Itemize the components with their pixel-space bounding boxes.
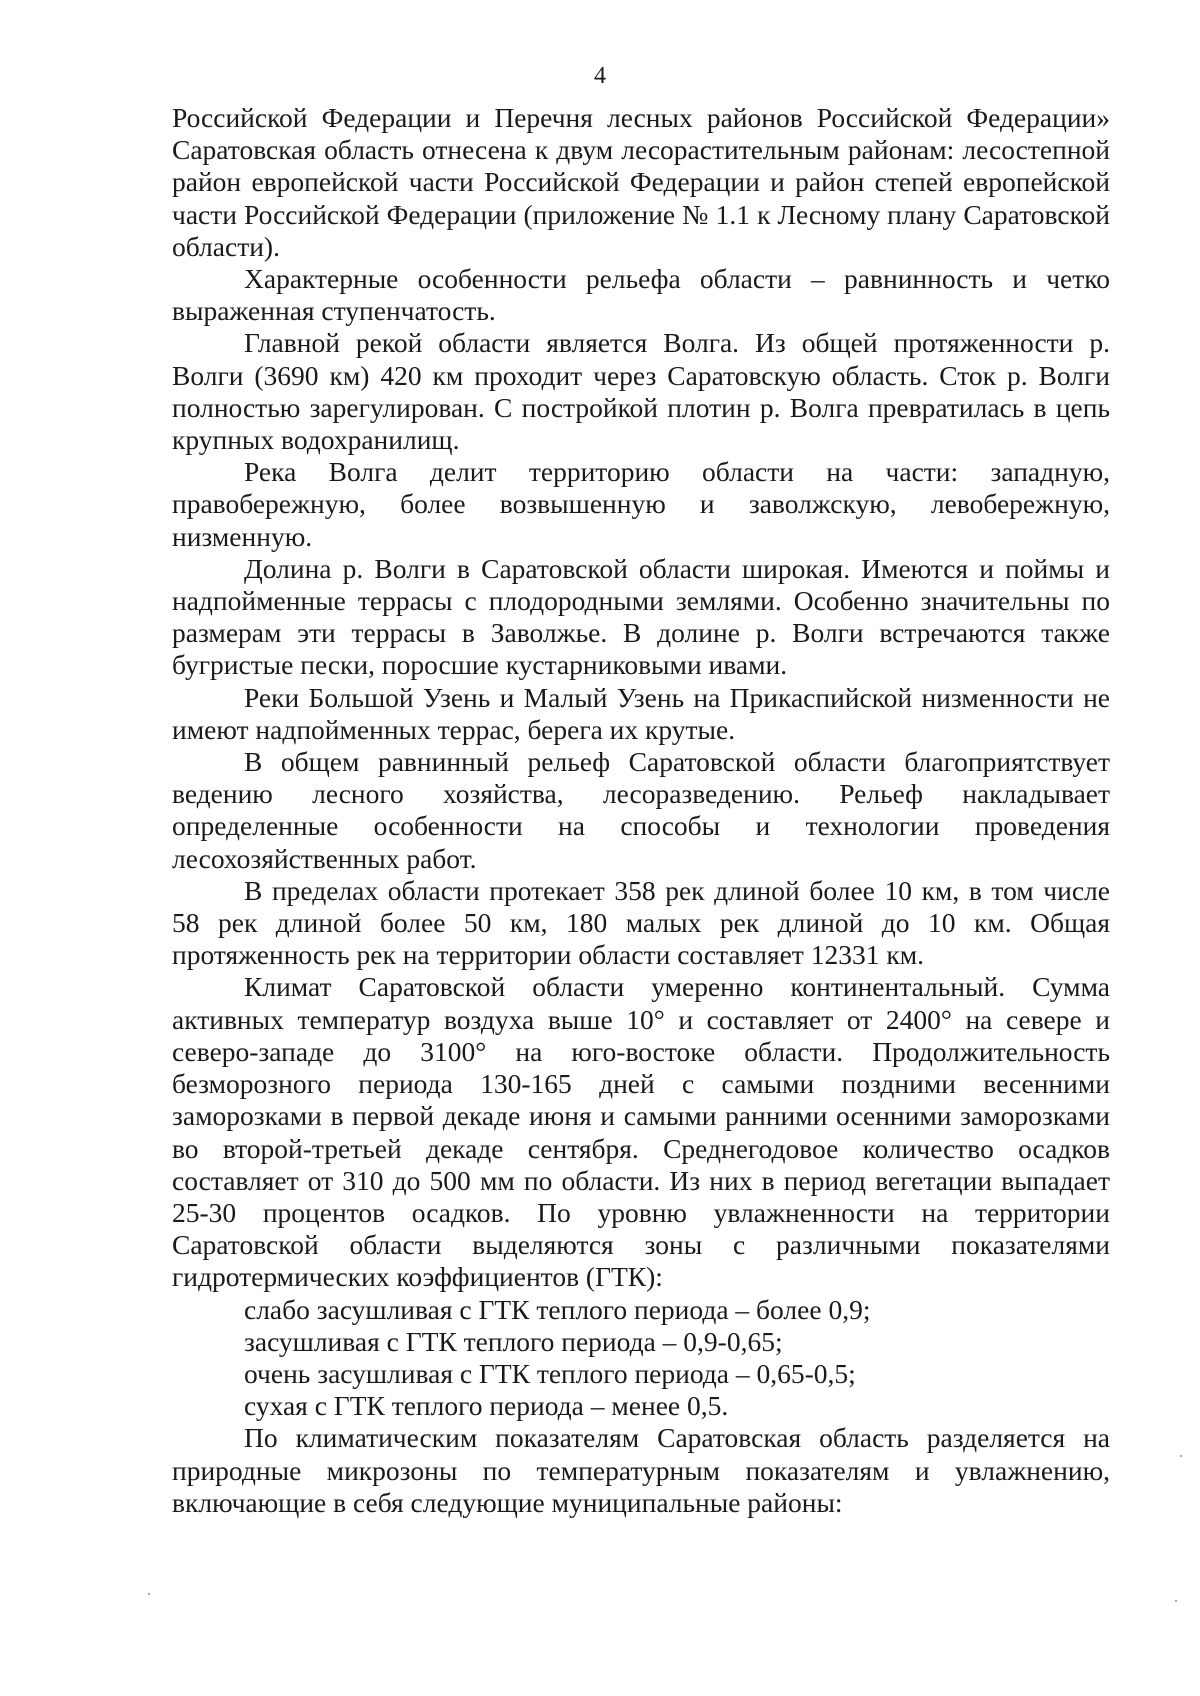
list-item: слабо засушливая с ГТК теплого периода – более 0,9;: [244, 1293, 871, 1325]
document-body: [172, 102, 1110, 1519]
paragraph-forest-regions: Российской Федерации и Перечня лесных районов Российской Федерации» Саратовская область отнесена к двум лесорастительным районам: лесостепной район европейской части Российской Федерации и район степей европейской части Российской Федерации (приложение № 1.1 к Лесному плану Саратовской области).: [172, 102, 1110, 262]
scan-speck: [1175, 1600, 1177, 1602]
page-number: 4: [594, 63, 606, 89]
list-item: сухая с ГТК теплого периода – менее 0,5.: [244, 1390, 729, 1422]
paragraph-volga-main-river: Главной рекой области является Волга. Из общей протяженности р. Волги (3690 км) 420 км проходит через Саратовскую область. Сток р. Волги полностью зарегулирован. С постройкой плотин р. Волга превратилась в цепь крупных водохранилищ.: [172, 327, 1110, 456]
paragraph-relief: Характерные особенности рельефа области – равнинность и четко выраженная ступенчатость.: [172, 263, 1110, 327]
paragraph-volga-valley: Долина р. Волги в Саратовской области широкая. Имеются и поймы и надпойменные террасы с плодородными землями. Особенно значительны по размерам эти террасы в Заволжье. В долине р. Волги встречаются также бугристые пески, поросшие кустарниковыми ивами.: [172, 552, 1110, 681]
scan-speck: [148, 1593, 150, 1595]
paragraph-relief-forestry: В общем равнинный рельеф Саратовской области благоприятствует ведению лесного хозяйства, лесоразведению. Рельеф накладывает определенные особенности на способы и технологии проведения лесохозяйственных работ.: [172, 746, 1110, 874]
list-item: засушливая с ГТК теплого периода – 0,9-0,65;: [244, 1325, 783, 1357]
paragraph-uzen-rivers: Реки Большой Узень и Малый Узень на Прикаспийской низменности не имеют надпойменных террас, берега их крутые.: [172, 681, 1110, 745]
paragraph-climate: Климат Саратовской области умеренно континентальный. Сумма активных температур воздуха выше 10° и составляет от 2400° на севере и северо-западе до 3100° на юго-востоке области. Продолжительность безморозного периода 130-165 дней с самыми поздними весенними заморозками в первой декаде июня и самыми ранними осенними заморозками во второй-третьей декаде сентября. Среднегодовое количество осадков составляет от 310 до 500 мм по области. Из них в период вегетации выпадает 25-30 процентов осадков. По уровню увлажненности на территории Саратовской области выделяются зоны с различными показателями гидротермических коэффициентов (ГТК):: [172, 971, 1110, 1293]
paragraph-volga-divides: Река Волга делит территорию области на части: западную, правобережную, более возвышенную и заволжскую, левобережную, низменную.: [172, 456, 1110, 552]
paragraph-rivers-count: В пределах области протекает 358 рек длиной более 10 км, в том числе 58 рек длиной более 50 км, 180 малых рек длиной до 10 км. Общая протяженность рек на территории области составляет 12331 км.: [172, 874, 1110, 971]
gtk-zones-list: [172, 1294, 1110, 1423]
scan-speck: [1180, 1455, 1182, 1457]
list-item: очень засушливая с ГТК теплого периода – 0,65-0,5;: [244, 1357, 856, 1389]
paragraph-microzones: По климатическим показателям Саратовская область разделяется на природные микрозоны по температурным показателям и увлажнению, включающие в себя следующие муниципальные районы:: [172, 1422, 1110, 1518]
